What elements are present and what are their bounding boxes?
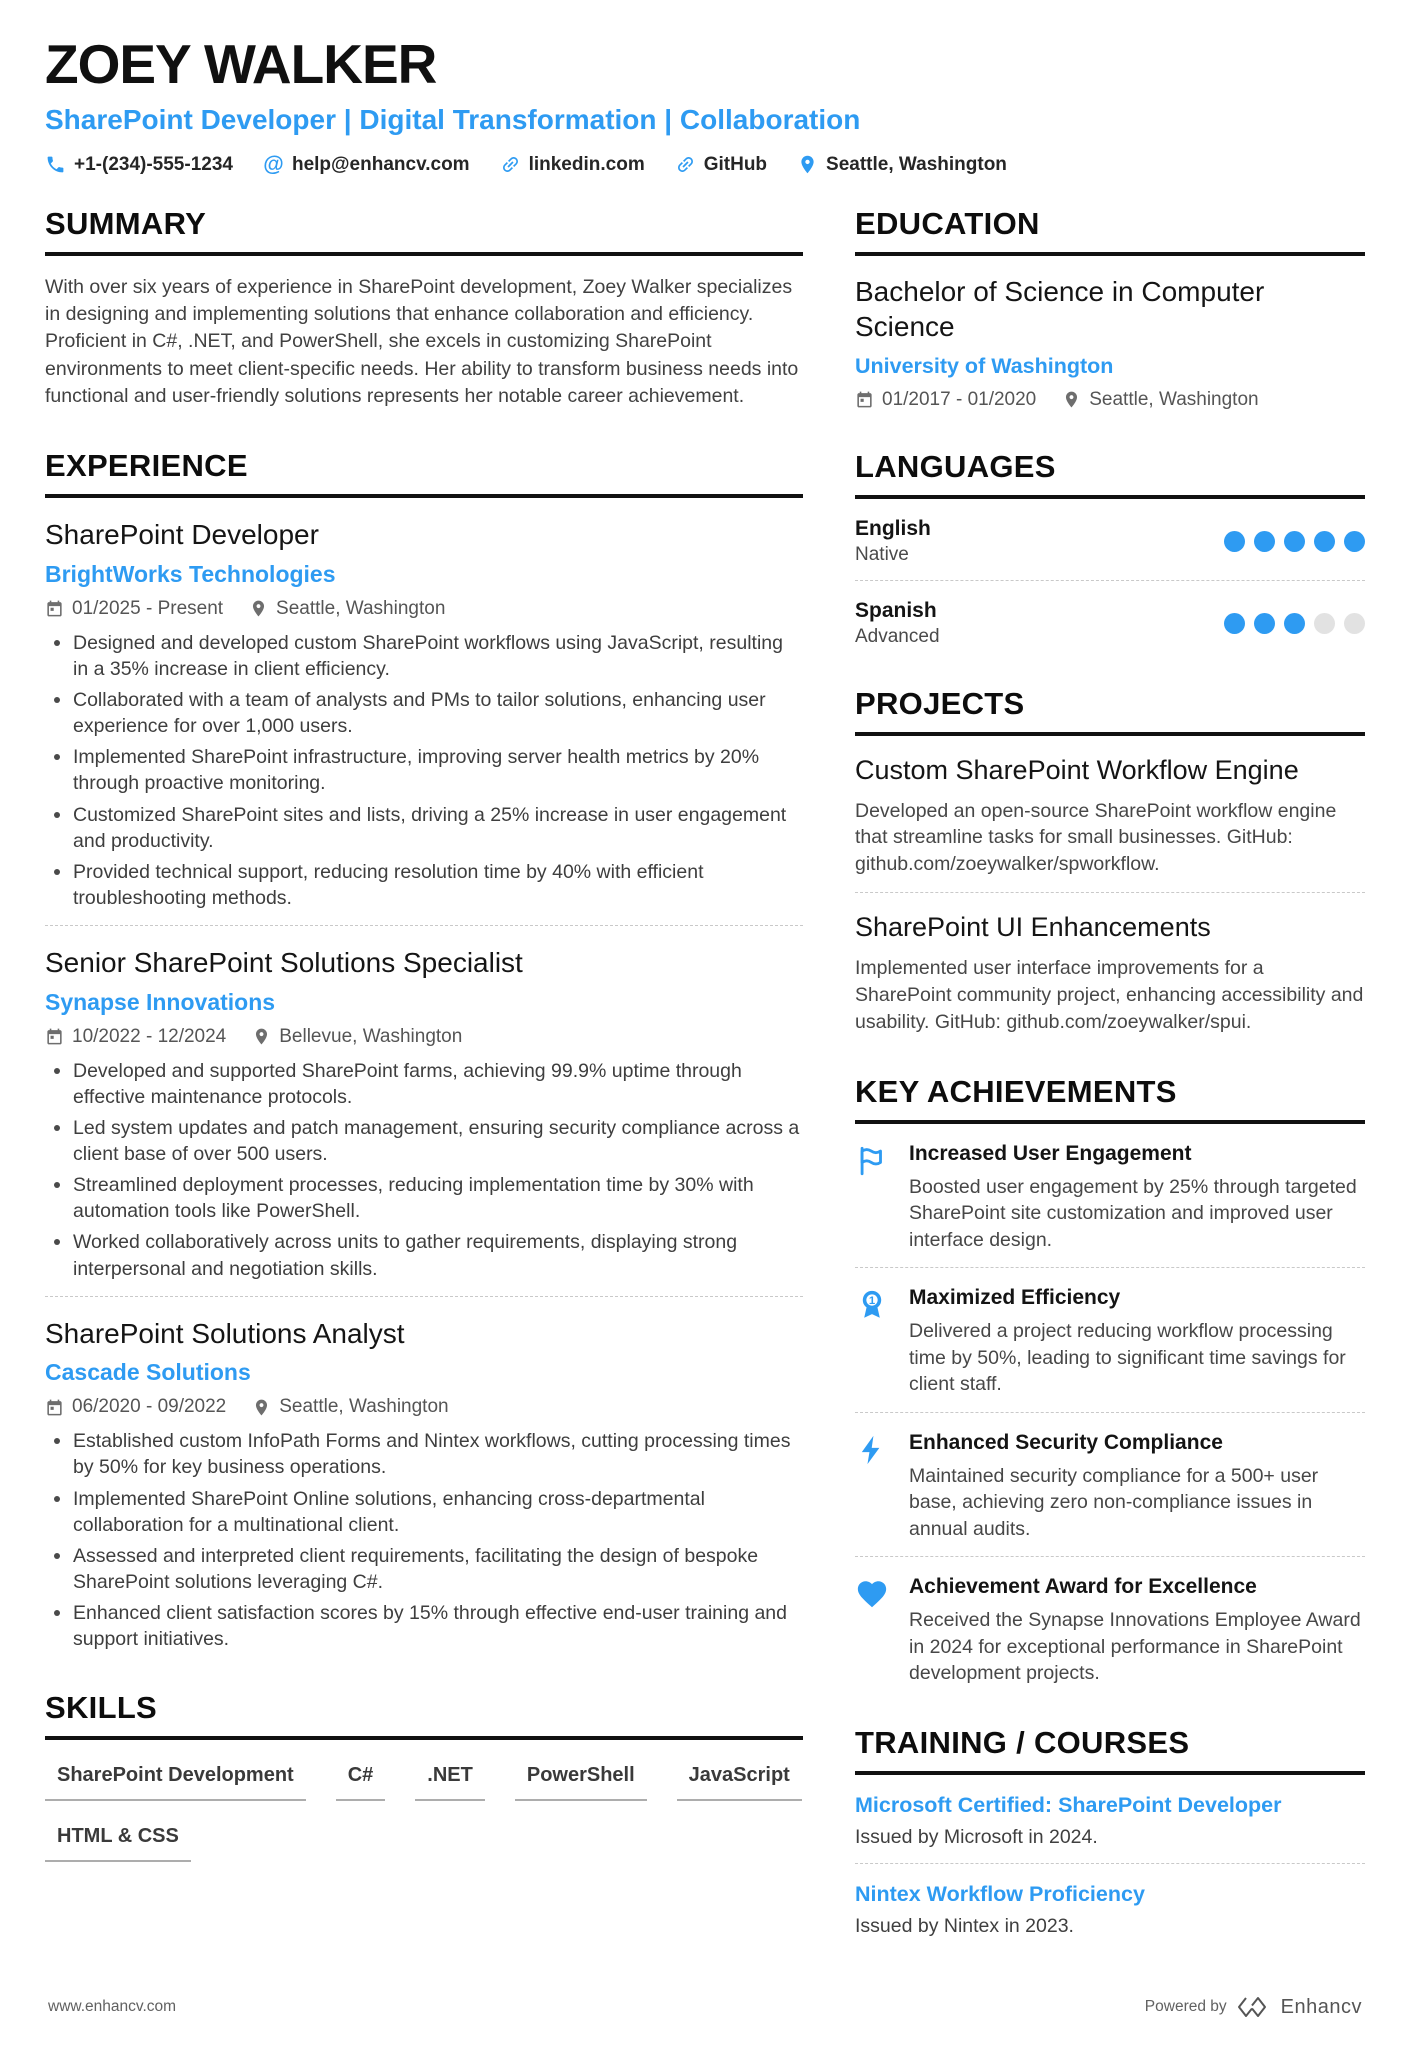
experience-job xyxy=(45,1315,803,1653)
rating-dot xyxy=(1284,531,1305,552)
link-icon xyxy=(675,154,696,175)
job-bullet: Provided technical support, reducing resolution time by 40% with efficient troubleshooting methods. xyxy=(45,859,803,911)
job-dates-text: 10/2022 - 12/2024 xyxy=(72,1025,227,1047)
job-dates xyxy=(45,1026,226,1048)
content-columns xyxy=(0,206,1410,1976)
job-location-text: Seattle, Washington xyxy=(276,597,446,619)
achievement-description: Received the Synapse Innovations Employee Award in 2024 for exceptional performance in SharePoint development projects. xyxy=(909,1609,1361,1685)
language-rating-dots xyxy=(1215,613,1365,634)
language-rating-dots xyxy=(1215,531,1365,552)
language-level: Advanced xyxy=(855,625,940,647)
language-level: Native xyxy=(855,543,909,565)
summary-text: With over six years of experience in SharePoint development, Zoey Walker specializes in designing and implementing solutions that enhance collaboration and efficiency. Proficient in C#, .NET, and PowerShell, she excels in customizing SharePoint environments to meet client-specific needs. Her ability to transform business needs into functional and user-friendly solutions represents her notable career achievement. xyxy=(45,275,799,407)
job-bullet: Assessed and interpreted client requirements, facilitating the design of bespoke SharePoint solutions leveraging C#. xyxy=(45,1543,803,1595)
job-dates xyxy=(45,1396,226,1418)
job-dates-text: 01/2025 - Present xyxy=(72,597,224,619)
project-item xyxy=(855,911,1365,1035)
languages-section xyxy=(855,449,1365,648)
school-name: University of Washington xyxy=(855,353,1114,378)
pin-icon xyxy=(249,599,268,618)
job-bullet: Collaborated with a team of analysts and PMs to tailor solutions, enhancing user experience for over 1,000 users. xyxy=(45,687,803,739)
education-section xyxy=(855,206,1365,411)
job-bullets xyxy=(45,1058,803,1282)
achievement-title: Increased User Engagement xyxy=(909,1141,1192,1165)
job-location xyxy=(252,1396,448,1418)
phone-number: +1-(234)-555-1234 xyxy=(74,153,233,175)
language-row xyxy=(855,599,1365,648)
course-issued: Issued by Microsoft in 2024. xyxy=(855,1825,1098,1848)
course-issued: Issued by Nintex in 2023. xyxy=(855,1914,1074,1937)
project-item xyxy=(855,754,1365,878)
job-title: SharePoint Solutions Analyst xyxy=(45,1317,405,1349)
job-title: SharePoint Developer xyxy=(45,519,319,551)
job-bullet: Implemented SharePoint infrastructure, improving server health metrics by 20% through proactive monitoring. xyxy=(45,744,803,796)
pin-icon xyxy=(252,1398,271,1417)
divider xyxy=(855,1267,1365,1268)
summary-section xyxy=(45,206,803,410)
rating-dot xyxy=(1224,531,1245,552)
education-heading: EDUCATION xyxy=(855,206,1365,256)
svg-text:1: 1 xyxy=(868,1295,876,1308)
experience-section xyxy=(45,448,803,1652)
divider xyxy=(855,1412,1365,1413)
education-meta-row xyxy=(855,389,1365,411)
divider xyxy=(855,1863,1365,1864)
flag-icon xyxy=(855,1142,891,1178)
pin-icon xyxy=(252,1027,271,1046)
achievement-title: Maximized Efficiency xyxy=(909,1286,1121,1310)
achievement-description: Maintained security compliance for a 500+ user base, achieving zero non-compliance issues in annual audits. xyxy=(909,1464,1319,1540)
achievement-title: Achievement Award for Excellence xyxy=(909,1575,1257,1599)
rating-dot xyxy=(1344,531,1365,552)
rating-dot xyxy=(1314,613,1335,634)
project-description: Implemented user interface improvements for a SharePoint community project, enhancing accessibility and usability. GitHub: github.com/zoeywalker/spui. xyxy=(855,956,1364,1033)
education-location-text: Seattle, Washington xyxy=(1089,388,1259,410)
rating-dot xyxy=(1224,613,1245,634)
company-name: BrightWorks Technologies xyxy=(45,560,336,587)
job-bullet: Enhanced client satisfaction scores by 15% through effective end-user training and support initiatives. xyxy=(45,1600,803,1652)
job-meta-row xyxy=(45,598,803,620)
languages-heading: LANGUAGES xyxy=(855,449,1365,499)
course-name: Microsoft Certified: SharePoint Developer xyxy=(855,1792,1282,1817)
job-bullet: Worked collaboratively across units to gather requirements, displaying strong interpersonal and negotiation skills. xyxy=(45,1229,803,1281)
calendar-icon xyxy=(45,599,64,618)
rating-dot xyxy=(1254,531,1275,552)
linkedin-contact[interactable] xyxy=(500,154,645,176)
achievement-item xyxy=(855,1286,1365,1398)
job-dates xyxy=(45,598,223,620)
achievement-description: Delivered a project reducing workflow processing time by 50%, leading to significant time savings for client staff. xyxy=(909,1320,1346,1396)
language-row xyxy=(855,517,1365,566)
email-contact[interactable] xyxy=(263,154,470,176)
skills-section xyxy=(45,1690,803,1862)
job-meta-row xyxy=(45,1396,803,1418)
divider xyxy=(45,1296,803,1297)
course-item xyxy=(855,1882,1365,1938)
email-icon: @ xyxy=(263,153,284,177)
location-pin-icon xyxy=(797,154,818,175)
summary-heading: SUMMARY xyxy=(45,206,803,256)
heart-icon xyxy=(855,1575,891,1611)
projects-section xyxy=(855,686,1365,1036)
resume-header xyxy=(0,0,1410,206)
achievement-item xyxy=(855,1431,1365,1543)
job-location-text: Seattle, Washington xyxy=(279,1396,449,1418)
experience-job xyxy=(45,944,803,1282)
divider xyxy=(855,892,1365,893)
medal-icon xyxy=(855,1286,891,1322)
achievement-title: Enhanced Security Compliance xyxy=(909,1430,1223,1454)
course-name: Nintex Workflow Proficiency xyxy=(855,1881,1145,1906)
job-bullet: Established custom InfoPath Forms and Nintex workflows, cutting processing times by 50% for key business operations. xyxy=(45,1428,803,1480)
job-bullet: Implemented SharePoint Online solutions, enhancing cross-departmental collaboration for a multinational client. xyxy=(45,1486,803,1538)
job-bullet: Streamlined deployment processes, reducing implementation time by 30% with automation tools like PowerShell. xyxy=(45,1172,803,1224)
achievements-section xyxy=(855,1074,1365,1687)
company-name: Cascade Solutions xyxy=(45,1359,251,1386)
job-bullet: Developed and supported SharePoint farms, achieving 99.9% uptime through effective maintenance protocols. xyxy=(45,1058,803,1110)
left-column xyxy=(45,206,803,1901)
github-text: GitHub xyxy=(703,153,768,175)
project-description: Developed an open-source SharePoint workflow engine that streamline tasks for small businesses. GitHub: github.com/zoeywalker/spworkflow. xyxy=(855,799,1337,876)
rating-dot xyxy=(1254,613,1275,634)
link-icon xyxy=(500,154,521,175)
achievement-item xyxy=(855,1575,1365,1687)
education-dates xyxy=(855,389,1036,411)
calendar-icon xyxy=(45,1027,64,1046)
linkedin-text: linkedin.com xyxy=(528,153,645,175)
training-heading: TRAINING / COURSES xyxy=(855,1725,1365,1775)
language-name: English xyxy=(855,516,931,540)
github-contact[interactable] xyxy=(675,154,767,176)
projects-heading: PROJECTS xyxy=(855,686,1365,736)
skills-list xyxy=(45,1758,803,1862)
skill-item: .NET xyxy=(415,1764,485,1801)
job-title: Senior SharePoint Solutions Specialist xyxy=(45,947,523,979)
experience-heading: EXPERIENCE xyxy=(45,448,803,498)
experience-job xyxy=(45,516,803,911)
email-address: help@enhancv.com xyxy=(291,153,470,175)
job-dates-text: 06/2020 - 09/2022 xyxy=(72,1396,227,1418)
divider xyxy=(855,1556,1365,1557)
rating-dot xyxy=(1344,613,1365,634)
job-bullets xyxy=(45,1428,803,1652)
training-section xyxy=(855,1725,1365,1938)
powered-by-brand[interactable] xyxy=(1145,1996,1362,2019)
skills-heading: SKILLS xyxy=(45,1690,803,1740)
bolt-icon xyxy=(855,1431,891,1467)
job-location-text: Bellevue, Washington xyxy=(279,1025,463,1047)
rating-dot xyxy=(1314,531,1335,552)
job-bullet: Led system updates and patch management, ensuring security compliance across a client base of over 500 users. xyxy=(45,1115,803,1167)
company-name: Synapse Innovations xyxy=(45,988,276,1015)
skill-item: C# xyxy=(336,1764,386,1801)
job-bullet: Customized SharePoint sites and lists, driving a 25% increase in user engagement and productivity. xyxy=(45,802,803,854)
phone-icon xyxy=(45,154,66,175)
job-bullets xyxy=(45,630,803,911)
rating-dot xyxy=(1284,613,1305,634)
divider xyxy=(855,580,1365,581)
project-name: Custom SharePoint Workflow Engine xyxy=(855,754,1299,785)
enhancv-logo-icon xyxy=(1237,1996,1271,2018)
achievement-item xyxy=(855,1142,1365,1254)
language-name: Spanish xyxy=(855,598,937,622)
skill-item: HTML & CSS xyxy=(45,1825,191,1862)
job-meta-row xyxy=(45,1026,803,1048)
calendar-icon xyxy=(855,390,874,409)
location-contact xyxy=(797,154,1007,176)
contact-row xyxy=(45,154,1365,176)
skill-item: PowerShell xyxy=(515,1764,647,1801)
phone-contact[interactable] xyxy=(45,154,233,176)
location-text: Seattle, Washington xyxy=(826,153,1007,175)
achievement-description: Boosted user engagement by 25% through targeted SharePoint site customization and improved user interface design. xyxy=(909,1175,1357,1251)
project-name: SharePoint UI Enhancements xyxy=(855,912,1211,943)
powered-by-label: Powered by xyxy=(1144,1998,1227,2016)
brand-name: Enhancv xyxy=(1280,1995,1362,2018)
site-link[interactable]: www.enhancv.com xyxy=(48,1998,177,2016)
skill-item: SharePoint Development xyxy=(45,1764,306,1801)
education-location xyxy=(1062,389,1258,411)
headline: SharePoint Developer | Digital Transformation | Collaboration xyxy=(45,103,861,135)
skill-item: JavaScript xyxy=(677,1764,802,1801)
page-footer xyxy=(0,1976,1410,2045)
job-location xyxy=(249,598,445,620)
job-location xyxy=(252,1026,462,1048)
course-item xyxy=(855,1793,1365,1849)
calendar-icon xyxy=(45,1398,64,1417)
person-name: ZOEY WALKER xyxy=(45,33,437,95)
education-dates-text: 01/2017 - 01/2020 xyxy=(882,388,1037,410)
divider xyxy=(45,925,803,926)
job-bullet: Designed and developed custom SharePoint workflows using JavaScript, resulting in a 35% increase in client efficiency. xyxy=(45,630,803,682)
achievements-heading: KEY ACHIEVEMENTS xyxy=(855,1074,1365,1124)
right-column xyxy=(855,206,1365,1976)
pin-icon xyxy=(1062,390,1081,409)
degree-title: Bachelor of Science in Computer Science xyxy=(855,275,1265,342)
